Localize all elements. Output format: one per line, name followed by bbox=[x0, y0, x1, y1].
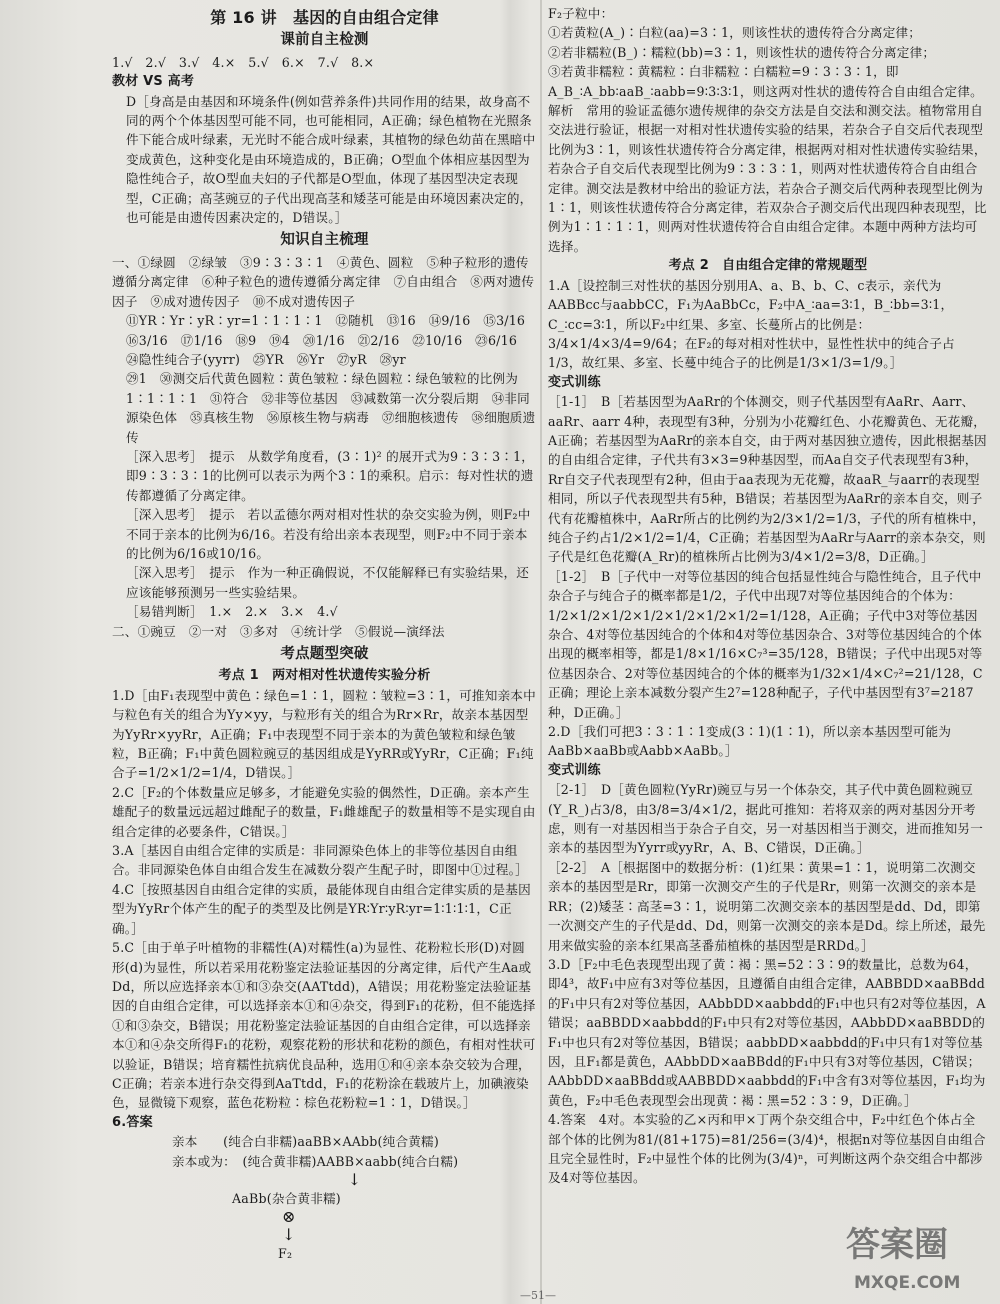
down-arrow-icon: ↓ bbox=[282, 1225, 296, 1245]
kp2-answer-2: 2.D［我们可把3∶3∶1∶1变成(3∶1)(1∶1)，所以亲本基因型可能为AaBb×aaBb或Aabb×AaBb。］ bbox=[548, 724, 952, 759]
knowledge-part-1: 一、①绿圆 ②绿皱 ③9∶3∶3∶1 ④黄色、圆粒 ⑤种子粒形的遗传遵循分离定律 ⑥种子粒色的遗传遵循分离定律 ⑦自由组合 ⑧两对遗传因子 ⑨成对遗传因子 ⑩不成对遗传因子 bbox=[112, 254, 535, 309]
left-column bbox=[112, 4, 537, 1264]
cross-parents-1: 亲本 (纯合白非糯)aaBB×AAbb(纯合黄糯) bbox=[172, 1134, 439, 1150]
deep-thinking-1: ［深入思考］ 提示 从数学角度看，(3∶1)² 的展开式为9∶3∶3∶1，即9∶3∶3∶1的比例可以表示为两个3∶1的乘积。启示：每对性状的遗传都遵循了分离定律。 bbox=[126, 448, 535, 503]
error-judgement: ［易错判断］ 1.× 2.× 3.× 4.√ bbox=[126, 604, 338, 620]
cross-parents-2: 亲本或为： (纯合黄非糯)AABB×aabb(纯合白糯) bbox=[172, 1153, 459, 1169]
down-arrow-icon: ↓ bbox=[347, 1169, 362, 1189]
section-knowledge-review: 知识自主梳理 bbox=[280, 232, 369, 249]
knowledge-part-4: ㉔隐性纯合子(yyrr) ㉕YR ㉖Yr ㉗yR ㉘yr bbox=[126, 351, 406, 367]
section-key-points: 考点题型突破 bbox=[280, 646, 369, 662]
answer-2: 2.C［F₂的个体数量应足够多，才能避免实验的偶然性，D正确。亲本产生雄配子的数量远远超过雌配子的数量，F₁雌雄配子的数量相等不是实现自由组合定律的必要条件，C错误。］ bbox=[112, 784, 536, 839]
variant-training-label-1: 变式训练 bbox=[548, 374, 601, 390]
knowledge-part-3: ⑯3/16 ⑰1/16 ⑱9 ⑲4 ⑳1/16 ㉑2/16 ㉒10/16 ㉓6/16 bbox=[126, 332, 518, 348]
answer-5: 5.C［由于单子叶植物的非糯性(A)对糯性(a)为显性、花粉粒长形(D)对圆形(d)为显性，所以若采用花粉鉴定法验证基因的分离定律，后代产生Aa或Dd，所以应选择亲本①和③杂交(AATtdd)，A错误；用花粉鉴定法验证基因的自由组合定律，可以选择亲本①和④杂交，得到F₁的花粉，但不能选择①和③杂交，B错误；用花粉鉴定法验证基因的自由组合定律，可以选择亲本①和④杂交所得F₁的花粉，观察花粉的形状和花粉的颜色，有相对性状可以验证，B错误；培育糯性抗病优良品种，选用①和④亲本杂交较为合理，C正确；若亲本进行杂交得到AaTtdd，F₁的花粉涂在载玻片上，加碘液染色，显微镜下观察，蓝色花粉粒∶棕色花粉粒=1∶1，D错误。］ bbox=[112, 940, 536, 1111]
answer-3: 3.A［基因自由组合定律的实质是：非同源染色体上的非等位基因自由组合。非同源染色体自由组合发生在减数分裂产生配子时，即图中①过程。］ bbox=[112, 843, 528, 878]
textbook-vs-exam-body: D［身高是由基因和环境条件(例如营养条件)共同作用的结果，故身高不同的两个个体基因型可能不同，也可能相同，A正确；绿色植物在光照条件下能合成叶绿素，无光时不能合成叶绿素，其植物的绿色幼苗在黑暗中变成黄色，这种变化是由环境造成的，B正确；O型血个体相应基因型为隐性纯合子，故O型血夫妇的子代都是O型血，体现了基因型决定表现型，C正确；高茎豌豆的子代出现高茎和矮茎可能是由环境因素决定的，也可能是由遗传因素决定的，D错误。］ bbox=[126, 93, 536, 226]
variant-training-label-2: 变式训练 bbox=[548, 762, 601, 778]
selfing-symbol: ⊗ bbox=[282, 1207, 296, 1227]
variant-2-2: ［2-2］ A［根据图中的数据分析：(1)红果∶黄果=1∶1，说明第二次测交亲本的基因型是Rr，即第一次测交产生的子代是Rr，则第一次测交的亲本是RR；(2)矮茎∶高茎=3∶1，说明第二次测交亲本的基因型是dd、Dd，即第一次测交产生的子代是dd、Dd，则第一次测交的亲本是Dd。综上所述，最先用来做实验的亲本红果高茎番茄植株的基因型是RRDd。］ bbox=[548, 859, 986, 953]
deep-thinking-3: ［深入思考］ 提示 作为一种正确假说，不仅能解释已有实验结果，还应该能够预测另一些实验结果。 bbox=[126, 565, 530, 600]
cross-diagram bbox=[112, 1132, 537, 1264]
answer-4: 4.C［按照基因自由组合定律的实质，最能体现自由组合定律实质的是基因型为YyRr个体产生的配子的类型及比例是YR∶Yr∶yR∶yr=1∶1∶1∶1，C正确。］ bbox=[112, 881, 531, 936]
answer-6-analysis: 解析 常用的验证孟德尔遗传规律的杂交方法是自交法和测交法。植物常用自交法进行验证，根据一对相对性状遗传实验的结果，若杂合子自交后代表现型比例为3∶1，则该性状遗传符合分离定律，根据两对相对性状遗传实验结果，若杂合子自交后代表现型比例为9∶3∶3∶1，则两对性状遗传符合自由组合定律。测交法是教材中给出的验证方法，若杂合子测交后代两种表现型比例为1∶1，则该性状遗传符合分离定律，若双杂合子测交后代出现四种表现型，比例为1∶1∶1∶1，则两对性状遗传符合自由组合定律。本题中两种方法均可选择。 bbox=[548, 103, 987, 254]
answer-6-line-1: F₂子粒中： bbox=[548, 6, 614, 21]
answer-6-line-3: ②若非糯粒(B_)∶糯粒(bb)=3∶1，则该性状的遗传符合分离定律； bbox=[548, 44, 936, 60]
answer-6-label: 6.答案 bbox=[112, 1114, 153, 1130]
cross-f1: AaBb(杂合黄非糯) bbox=[232, 1190, 341, 1206]
right-column bbox=[548, 4, 988, 1188]
variant-1-1: ［1-1］ B［若基因型为AaRr的个体测交，则子代基因型有AaRr、Aarr、aaRr、aarr 4种，表现型有3种，分别为小花瓣红色、小花瓣黄色、无花瓣，A正确；若基因型为AaRr的亲本自交，由于两对基因独立遗传，因此根据基因的自由组合定律，子代共有3×3=9种基因型，而Aa自交子代表现型有3种，Rr自交子代表现型有2种，但由于aa表现为无花瓣，故aaR_与aarr的表现型相同，所以子代表现型共有5种，B错误；若基因型为AaRr的亲本自交，则子代有花瓣植株中，AaRr所占的比例约为2/3×1/2=1/3，子代的所有植株中，纯合子约占1/2×1/2=1/4，C正确；若基因型为AaRr与Aarr的亲本杂交，则子代是红色花瓣(A_Rr)的植株所占比例为3/4×1/2=3/8，D正确。］ bbox=[548, 394, 987, 565]
page-gutter bbox=[540, 0, 542, 1304]
knowledge-part-6: 二、①豌豆 ②一对 ③多对 ④统计学 ⑤假说—演绎法 bbox=[112, 623, 445, 639]
watermark-sub-text: MXQE.COM bbox=[854, 1273, 961, 1293]
answer-6-line-2: ①若黄粒(A_)∶白粒(aa)=3∶1，则该性状的遗传符合分离定律； bbox=[548, 25, 922, 41]
variant-1-2: ［1-2］ B［子代中一对等位基因的纯合包括显性纯合与隐性纯合，且子代中杂合子与纯合子的概率都是1/2，子代中出现7对等位基因纯合的个体为：1/2×1/2×1/2×1/2×1/2×1/2×1/2=1/128，A正确；子代中3对等位基因杂合、4对等位基因纯合的个体和4对等位基因杂合、3对等位基因纯合的个体出现的概率相等，都是1/8×1/16×C₇³=35/128，B错误；子代中出现5对等位基因杂合、2对等位基因纯合的个体的概率为1/32×1/4×C₇²=21/128，C正确；理论上亲本减数分裂产生2⁷=128种配子，子代中基因型有3⁷=2187种，D正确。］ bbox=[548, 568, 983, 720]
answer-6-line-4: ③若黄非糯粒∶黄糯粒∶白非糯粒∶白糯粒=9∶3∶3∶1，即A_B_∶A_bb∶aaB_∶aabb=9∶3∶3∶1，则这两对性状的遗传符合自由组合定律。 bbox=[548, 64, 983, 99]
knowledge-part-5: ㉙1 ㉚测交后代黄色圆粒∶黄色皱粒∶绿色圆粒∶绿色皱粒的比例为1∶1∶1∶1 ㉛符合 ㉜非等位基因 ㉝减数第一次分裂后期 ㉞非同源染色体 ㉟真核生物 ㊱原核生物与病毒 ㊲细胞核遗传 ㊳细胞质遗传 bbox=[126, 371, 536, 445]
kp2-answer-1: 1.A［设控制三对性状的基因分别用A、a、B、b、C、c表示，亲代为AABBcc与aabbCC，F₁为AaBbCc，F₂中A_∶aa=3∶1，B_∶bb=3∶1，C_∶cc=3∶1，所以F₂中红果、多室、长蔓所占的比例是：3/4×1/4×3/4=9/64；在F₂的每对相对性状中，显性性状中的纯合子占1/3，故红果、多室、长蔓中纯合子的比例是1/3×1/3=1/9。］ bbox=[548, 277, 955, 371]
answer-1: 1.D［由F₁表现型中黄色∶绿色=1∶1，圆粒∶皱粒=3∶1，可推知亲本中与粒色有关的组合为Yy×yy，与粒形有关的组合为Rr×Rr，故亲本基因型为YyRr×yyRr，A正确；F₁中表现型不同于亲本的为黄色皱粒和绿色皱粒，B正确；F₁中黄色圆粒豌豆的基因组成是YyRR或YyRr，C正确；F₁纯合子=1/2×1/2=1/4，D错误。］ bbox=[112, 687, 536, 781]
section-pre-class-check: 课前自主检测 bbox=[280, 32, 369, 49]
watermark-logo bbox=[840, 1208, 990, 1298]
quick-answers: 1.√ 2.√ 3.√ 4.× 5.√ 6.× 7.√ 8.× bbox=[112, 54, 375, 70]
textbook-vs-exam-label: 教材 VS 高考 bbox=[112, 74, 195, 90]
knowledge-part-2: ⑪YR∶Yr∶yR∶yr=1∶1∶1∶1 ⑫随机 ⑬16 ⑭9/16 ⑮3/16 bbox=[126, 313, 526, 329]
variant-2-1: ［2-1］ D［黄色圆粒(YyRr)豌豆与另一个体杂交，其子代中黄色圆粒豌豆(Y_R_)占3/8，由3/8=3/4×1/2，据此可推知：若将双亲的两对基因分开考虑，则有一对基因相当于杂合子自交，另一对基因相当于测交，进而推知另一亲本的基因型为Yyrr或yyRr，A、B、C错误，D正确。］ bbox=[548, 782, 983, 856]
key-point-1-heading: 考点 1 两对相对性状遗传实验分析 bbox=[218, 668, 431, 684]
lecture-title: 第 16 讲 基因的自由组合定律 bbox=[210, 8, 439, 27]
kp2-answer-4: 4.答案 4对。本实验的乙×丙和甲×丁两个杂交组合中，F₂中红色个体占全部个体的比例为81/(81+175)=81/256=(3/4)⁴，根据n对等位基因自由组合且完全显性时，F₂中显性个体的比例为(3/4)ⁿ，可判断这两个杂交组合中都涉及4对等位基因。 bbox=[548, 1112, 986, 1186]
deep-thinking-2: ［深入思考］ 提示 若以孟德尔两对相对性状的杂交实验为例，则F₂中不同于亲本的比例为6/16。若没有给出亲本表现型，则F₂中不同于亲本的比例为6/16或10/16。 bbox=[126, 507, 531, 561]
cross-f2: F₂ bbox=[278, 1246, 293, 1262]
watermark-main-text: 答案圈 bbox=[846, 1225, 948, 1265]
kp2-answer-3: 3.D［F₂中毛色表现型出现了黄∶褐∶黑=52∶3∶9的数量比，总数为64，即4³，故F₁中应有3对等位基因，且遵循自由组合定律，AABBDD×aaBBdd的F₁中只有2对等位基因，AAbbDD×aabbdd的F₁中也只有2对等位基因，A错误；aaBBDD×aabbdd的F₁中只有2对等位基因，AAbbDD×aaBBDD的F₁中也只有2对等位基因，B错误；aabbDD×aabbdd的F₁中只有1对等位基因，且F₁都是黄色，AAbbDD×aaBBdd的F₁中只有3对等位基因，C错误；AAbbDD×aaBBdd或AABBDD×aabbdd的F₁中含有3对等位基因，F₁均为黄色，F₂中毛色表现型会出现黄∶褐∶黑=52∶3∶9，D正确。］ bbox=[548, 956, 986, 1108]
key-point-2-heading: 考点 2 自由组合定律的常规题型 bbox=[668, 258, 868, 274]
page-number: —51— bbox=[520, 1289, 556, 1302]
